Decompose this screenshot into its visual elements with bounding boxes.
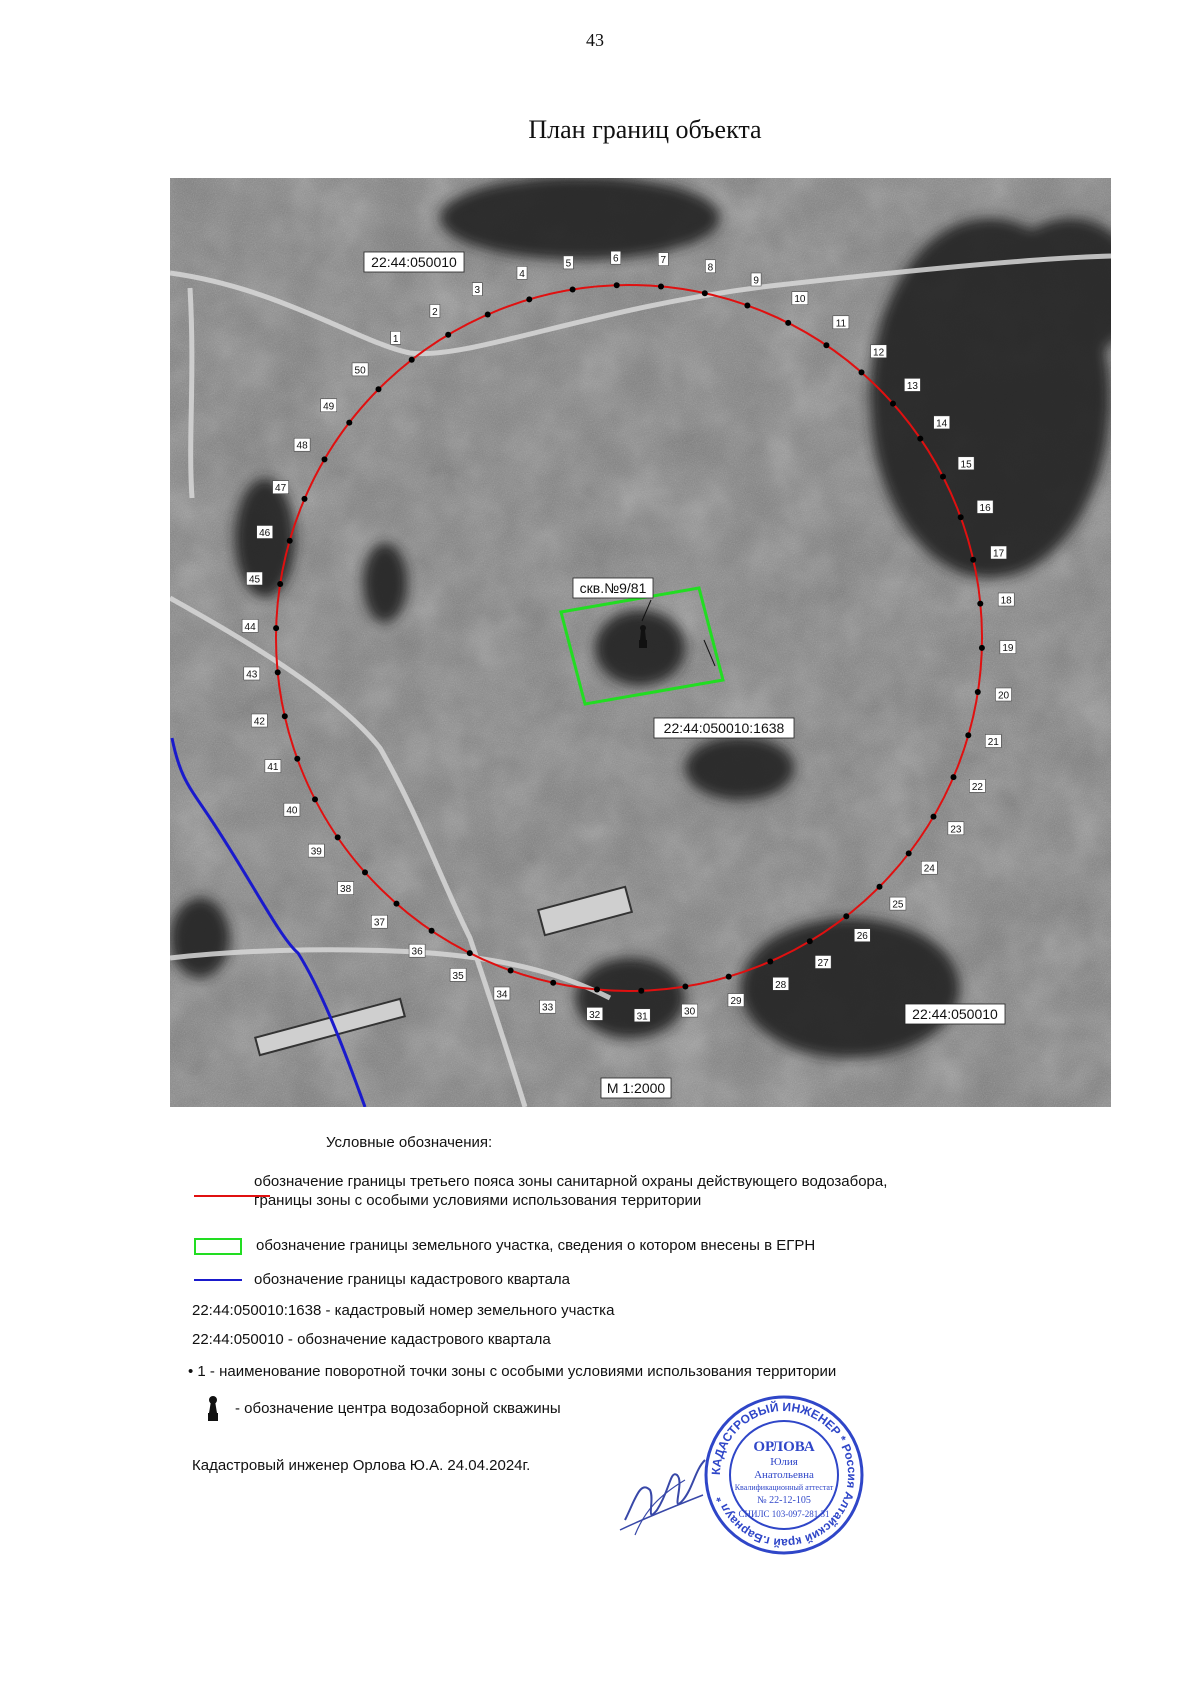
svg-text:скв.№9/81: скв.№9/81	[579, 580, 647, 596]
turning-point-label: 26	[856, 931, 868, 943]
quarter-boundary-swatch	[194, 1279, 242, 1281]
turning-point-label: 9	[753, 275, 759, 287]
turning-point-label: 47	[275, 483, 287, 495]
turning-point-label: 16	[979, 502, 991, 514]
svg-text:Квалификационный аттестат: Квалификационный аттестат	[734, 1483, 834, 1492]
turning-point-label: 40	[286, 805, 298, 817]
parcel-label	[654, 718, 794, 738]
turning-point	[843, 913, 849, 919]
turning-point-label: 49	[323, 401, 335, 413]
turning-point-label: 8	[707, 262, 714, 274]
turning-point-label: 35	[452, 970, 464, 982]
turning-point	[485, 312, 491, 318]
turning-point	[508, 968, 514, 974]
legend-zone-line1: обозначение границы третьего пояса зоны санитарной охраны действующего водозабора,	[254, 1173, 888, 1190]
turning-point	[302, 496, 308, 502]
legend-parcel: обозначение границы земельного участка, сведения о котором внесены в ЕГРН	[256, 1237, 816, 1254]
turning-point	[570, 287, 576, 293]
turning-point	[658, 284, 664, 290]
engineer-signature-line: Кадастровый инженер Орлова Ю.А. 24.04.2024г.	[192, 1457, 531, 1474]
turning-point-label: 20	[997, 690, 1010, 702]
turning-point-label: 1	[392, 333, 399, 345]
turning-point-label: 23	[950, 824, 962, 836]
turning-point	[362, 869, 368, 875]
turning-point	[335, 834, 341, 840]
svg-text:Юлия: Юлия	[770, 1456, 798, 1468]
turning-point-label: 32	[589, 1009, 601, 1021]
page-number: 43	[586, 30, 604, 50]
turning-point	[294, 756, 300, 762]
turning-point-label: 46	[259, 528, 271, 539]
aerial-map	[170, 178, 1111, 1107]
turning-point-label: 12	[873, 347, 885, 359]
turning-point	[744, 303, 750, 309]
turning-point	[273, 625, 279, 631]
turning-point	[975, 689, 981, 695]
svg-text:22:44:050010: 22:44:050010	[371, 254, 457, 270]
turning-point	[977, 601, 983, 607]
turning-point-label: 28	[775, 979, 787, 991]
turning-point	[951, 774, 957, 780]
turning-point-label: 39	[310, 846, 322, 858]
turning-point	[940, 474, 946, 480]
quarter-label	[364, 252, 464, 272]
turning-point-label: 24	[923, 863, 935, 875]
turning-point-label: 3	[474, 285, 481, 297]
turning-point-label: 41	[267, 762, 279, 774]
turning-point	[550, 980, 556, 986]
turning-point-label: 19	[1002, 643, 1014, 655]
svg-text:М 1:2000: М 1:2000	[606, 1080, 666, 1096]
legend-quarter: обозначение границы кадастрового квартала	[254, 1271, 571, 1288]
turning-point	[526, 296, 532, 302]
well-label	[573, 578, 653, 598]
legend-quarter-number: 22:44:050010 - обозначение кадастрового квартала	[192, 1331, 551, 1348]
turning-point	[287, 538, 293, 544]
svg-text:КАДАСТРОВЫЙ ИНЖЕНЕР * Россия А: КАДАСТРОВЫЙ ИНЖЕНЕР * Россия Алтайский край г.Барнаул *	[708, 1399, 860, 1551]
turning-point-label: 42	[253, 716, 265, 728]
turning-point-label: 29	[730, 996, 742, 1008]
turning-point-label: 36	[411, 946, 423, 958]
turning-point-label: 5	[565, 258, 572, 270]
turning-point	[965, 732, 971, 738]
turning-point-label: 22	[971, 781, 983, 793]
turning-point	[823, 342, 829, 348]
turning-point-label: 30	[684, 1006, 696, 1018]
turning-point	[979, 645, 985, 651]
turning-point-label: 48	[296, 440, 308, 452]
turning-point-label: 7	[660, 255, 667, 267]
turning-point-label: 14	[936, 418, 948, 430]
turning-point	[931, 814, 937, 820]
turning-point	[282, 713, 288, 719]
svg-text:22:44:050010:1638: 22:44:050010:1638	[663, 720, 785, 736]
turning-point	[312, 796, 318, 802]
turning-point	[614, 282, 620, 288]
turning-point	[594, 987, 600, 993]
svg-text:Анатольевна: Анатольевна	[754, 1469, 814, 1481]
turning-point	[638, 988, 644, 994]
turning-point	[702, 290, 708, 296]
turning-point-label: 13	[906, 380, 918, 392]
turning-point-label: 27	[817, 958, 829, 969]
stamp	[702, 1393, 866, 1557]
turning-point	[275, 669, 281, 675]
turning-point	[445, 332, 451, 338]
legend-point: • 1 - наименование поворотной точки зоны с особыми условиями использования территории	[188, 1363, 837, 1380]
turning-point-label: 45	[248, 574, 261, 586]
svg-text:ОРЛОВА: ОРЛОВА	[753, 1439, 815, 1455]
turning-point	[807, 938, 813, 944]
turning-point-label: 10	[794, 294, 806, 306]
turning-point-label: 6	[613, 253, 619, 265]
turning-point	[682, 984, 688, 990]
turning-point	[726, 974, 732, 980]
svg-text:№ 22-12-105: № 22-12-105	[757, 1495, 811, 1506]
parcel-boundary-swatch	[194, 1238, 242, 1255]
turning-point	[467, 950, 473, 956]
turning-point	[346, 420, 352, 426]
turning-point-label: 11	[835, 318, 847, 330]
turning-point-label: 4	[519, 268, 525, 280]
turning-point	[767, 959, 773, 965]
legend-zone-line2: границы зоны с особыми условиями использования территории	[254, 1192, 702, 1209]
scale-label	[601, 1078, 671, 1098]
turning-point	[906, 850, 912, 856]
turning-point-label: 38	[340, 884, 352, 896]
turning-point	[277, 581, 283, 587]
svg-text:22:44:050010: 22:44:050010	[912, 1006, 998, 1022]
quarter-label	[905, 1004, 1005, 1024]
turning-point	[890, 401, 896, 407]
turning-point-label: 31	[636, 1011, 648, 1023]
turning-point-label: 50	[354, 365, 366, 377]
well-icon	[205, 1395, 221, 1421]
turning-point	[429, 928, 435, 934]
legend-well: - обозначение центра водозаборной скважины	[235, 1400, 561, 1417]
turning-point-label: 43	[246, 669, 258, 681]
signature	[615, 1440, 710, 1540]
turning-point-label: 33	[542, 1002, 554, 1014]
svg-text:СНИЛС 103-097-281 31: СНИЛС 103-097-281 31	[738, 1509, 830, 1519]
turning-point-label: 21	[987, 737, 999, 748]
turning-point	[958, 514, 964, 520]
legend-parcel-number: 22:44:050010:1638 - кадастровый номер земельного участка	[192, 1302, 615, 1319]
turning-point	[970, 557, 976, 563]
turning-point	[785, 320, 791, 326]
turning-point	[376, 386, 382, 392]
turning-point	[859, 369, 865, 375]
turning-point	[322, 456, 328, 462]
turning-point-label: 2	[432, 307, 438, 318]
legend-title: Условные обозначения:	[326, 1134, 493, 1151]
turning-point-label: 18	[1000, 595, 1012, 607]
turning-point	[394, 901, 400, 907]
turning-point-label: 17	[993, 548, 1005, 560]
turning-point-label: 15	[960, 459, 972, 471]
turning-point-label: 44	[244, 621, 256, 633]
turning-point-label: 34	[496, 989, 508, 1001]
turning-point	[877, 884, 883, 890]
turning-point	[409, 357, 415, 363]
turning-point-label: 25	[892, 899, 904, 911]
turning-point	[917, 436, 923, 442]
turning-point-label: 37	[373, 917, 385, 929]
page-title: План границ объекта	[528, 115, 762, 144]
